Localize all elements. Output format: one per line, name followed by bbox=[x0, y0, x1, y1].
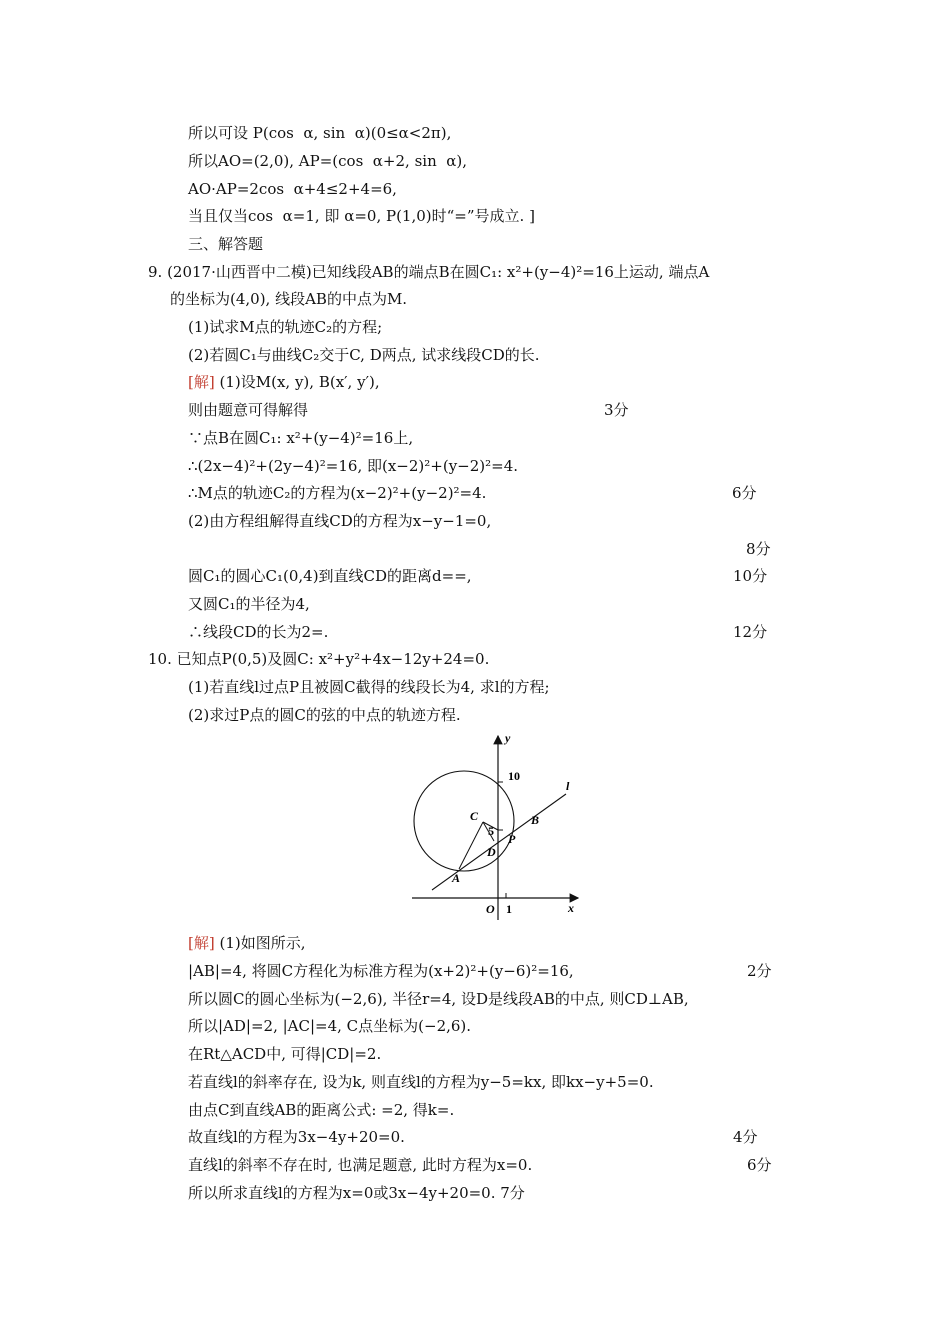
text-line: ∴(2x−4)²+(2y−4)²=16, 即(x−2)²+(y−2)²=4. bbox=[188, 457, 519, 475]
text-line: AO·AP=2cos α+4≤2+4=6, bbox=[188, 180, 397, 198]
solution-line bbox=[188, 933, 306, 953]
text-line: 所以AO=(2,0), AP=(cos α+2, sin α), bbox=[188, 152, 468, 170]
text-line: 由点C到直线AB的距离公式: =2, 得k=. bbox=[188, 1101, 455, 1119]
text-line: ∵点B在圆C₁: x²+(y−4)²=16上, bbox=[188, 429, 414, 447]
score-label: 6分 bbox=[747, 1156, 772, 1174]
text-line: 若直线l的斜率存在, 设为k, 则直线l的方程为y−5=kx, 即kx−y+5=0. bbox=[188, 1073, 654, 1091]
text-line: 当且仅当cos α=1, 即 α=0, P(1,0)时“=”号成立. ] bbox=[188, 207, 535, 225]
text-line: (1)试求M点的轨迹C₂的方程; bbox=[188, 318, 383, 336]
score-label: 12分 bbox=[733, 623, 768, 641]
score-label: 6分 bbox=[732, 484, 757, 502]
solution-text: (1)如图所示, bbox=[219, 934, 306, 952]
origin-label: O bbox=[486, 902, 495, 916]
y-tick-label: 10 bbox=[508, 769, 520, 783]
problem-9-statement: 9. (2017·山西晋中二模)已知线段AB的端点B在圆C₁: x²+(y−4)²=16上运动, 端点A bbox=[148, 263, 710, 281]
text-line: 所以所求直线l的方程为x=0或3x−4y+20=0. 7分 bbox=[188, 1184, 525, 1202]
geometry-figure bbox=[400, 730, 600, 925]
circle-c bbox=[414, 771, 514, 871]
text-line: 在Rt△ACD中, 可得|CD|=2. bbox=[188, 1045, 382, 1063]
score-label: 3分 bbox=[604, 401, 629, 419]
point-c-label: C bbox=[470, 809, 479, 823]
score-label: 4分 bbox=[733, 1128, 758, 1146]
point-p-label: P bbox=[508, 832, 516, 846]
text-line: 故直线l的方程为3x−4y+20=0. bbox=[188, 1128, 405, 1146]
score-label: 8分 bbox=[746, 540, 771, 558]
text-line: 的坐标为(4,0), 线段AB的中点为M. bbox=[170, 290, 408, 308]
score-label: 2分 bbox=[747, 962, 772, 980]
solution-tag: [解] bbox=[188, 934, 215, 952]
solution-line bbox=[188, 372, 380, 392]
text-line: (2)由方程组解得直线CD的方程为x−y−1=0, bbox=[188, 512, 492, 530]
text-line: 所以圆C的圆心坐标为(−2,6), 半径r=4, 设D是线段AB的中点, 则CD⊥AB, bbox=[188, 990, 689, 1008]
problem-10-statement: 10. 已知点P(0,5)及圆C: x²+y²+4x−12y+24=0. bbox=[148, 650, 490, 668]
solution-tag: [解] bbox=[188, 373, 215, 391]
text-line: 又圆C₁的半径为4, bbox=[188, 595, 310, 613]
text-line: 则由题意可得解得 bbox=[188, 401, 309, 419]
line-l-label: l bbox=[566, 779, 570, 793]
text-line: 所以可设 P(cos α, sin α)(0≤α<2π), bbox=[188, 124, 452, 142]
point-b-label: B bbox=[531, 813, 540, 827]
text-line: ∴M点的轨迹C₂的方程为(x−2)²+(y−2)²=4. bbox=[188, 484, 487, 502]
solution-text: (1)设M(x, y), B(x′, y′), bbox=[219, 373, 380, 391]
text-line: (1)若直线l过点P且被圆C截得的线段长为4, 求l的方程; bbox=[188, 678, 550, 696]
y-tick-label: 5 bbox=[488, 824, 494, 838]
text-line: 圆C₁的圆心C₁(0,4)到直线CD的距离d==, bbox=[188, 567, 472, 585]
section-heading: 三、解答题 bbox=[188, 235, 264, 253]
y-axis-label: y bbox=[505, 731, 511, 745]
text-line: (2)求过P点的圆C的弦的中点的轨迹方程. bbox=[188, 706, 461, 724]
text-line: |AB|=4, 将圆C方程化为标准方程为(x+2)²+(y−6)²=16, bbox=[188, 962, 574, 980]
point-a-label: A bbox=[452, 871, 461, 885]
text-line: ∴线段CD的长为2=. bbox=[188, 623, 329, 641]
text-line: 直线l的斜率不存在时, 也满足题意, 此时方程为x=0. bbox=[188, 1156, 533, 1174]
x-axis-label: x bbox=[568, 901, 574, 915]
text-line: (2)若圆C₁与曲线C₂交于C, D两点, 试求线段CD的长. bbox=[188, 346, 540, 364]
score-label: 10分 bbox=[733, 567, 768, 585]
text-line: 所以|AD|=2, |AC|=4, C点坐标为(−2,6). bbox=[188, 1017, 472, 1035]
point-d-label: D bbox=[487, 845, 496, 859]
x-tick-label: 1 bbox=[506, 902, 512, 916]
